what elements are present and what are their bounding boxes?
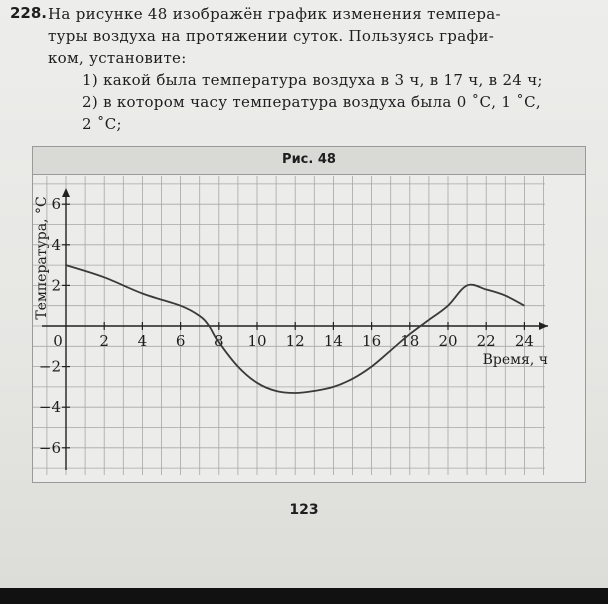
- x-tick-label: 2: [99, 332, 109, 350]
- y-tick-label: 6: [51, 195, 61, 214]
- x-tick-label: 20: [438, 332, 458, 350]
- bottom-band: [0, 588, 608, 604]
- problem-line: ком, установите:: [48, 49, 187, 67]
- x-tick-label: 12: [285, 332, 305, 350]
- x-tick-label: 10: [247, 332, 267, 350]
- figure-caption: Рис. 48: [282, 152, 336, 167]
- y-tick-label: −6: [38, 438, 61, 457]
- x-tick-label: 14: [323, 332, 343, 350]
- x-tick-label: 8: [214, 332, 224, 350]
- y-axis-arrow: [62, 188, 70, 197]
- x-tick-label: 16: [362, 332, 382, 350]
- problem-question-2-cont: 2 ˚С;: [82, 115, 122, 133]
- x-axis-label: Время, ч: [482, 352, 548, 368]
- x-tick-label: 22: [476, 332, 496, 350]
- y-axis-label: Температура, °С: [34, 196, 50, 320]
- problem-number: 228.: [10, 4, 48, 22]
- x-tick-label: 24: [514, 332, 534, 350]
- problem-line: На рисунке 48 изображён график изменения темпера-: [48, 5, 501, 23]
- y-tick-label: 2: [51, 276, 61, 295]
- y-tick-label: −2: [38, 357, 61, 376]
- x-tick-label: 18: [400, 332, 420, 350]
- x-tick-label: 4: [137, 332, 148, 350]
- problem-question-1: 1) какой была температура воздуха в 3 ч, в 17 ч, в 24 ч;: [82, 71, 543, 89]
- problem-question-2: 2) в котором часу температура воздуха была 0 ˚С, 1 ˚С,: [82, 93, 541, 111]
- origin-label: 0: [53, 332, 63, 350]
- page-number: 123: [289, 502, 319, 518]
- y-tick-label: −4: [38, 398, 61, 417]
- x-tick-label: 6: [175, 332, 186, 350]
- y-tick-label: 4: [51, 235, 61, 254]
- problem-line: туры воздуха на протяжении суток. Пользуясь графи-: [48, 27, 495, 45]
